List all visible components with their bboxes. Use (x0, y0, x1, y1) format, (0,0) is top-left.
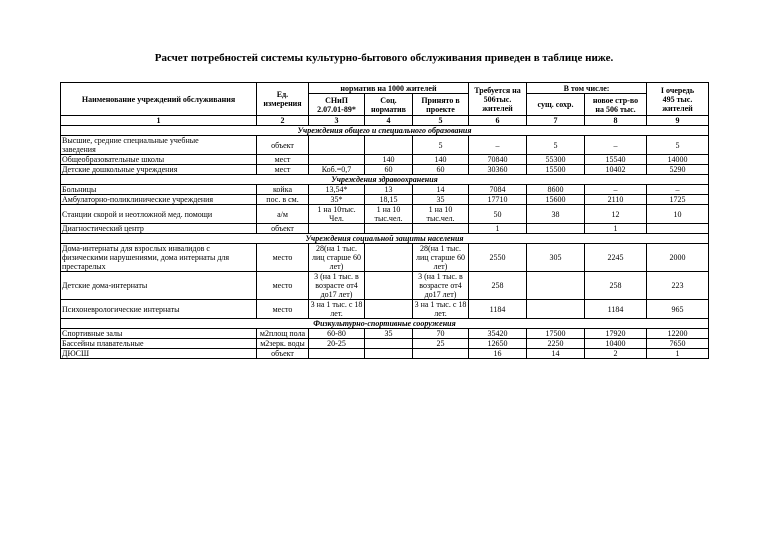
row-soc-norm (365, 224, 413, 234)
row-name: Психоневрологические интернаты (61, 300, 257, 319)
row-required: 2550 (469, 244, 527, 272)
header-including: В том числе: (527, 83, 647, 94)
row-soc-norm (365, 136, 413, 155)
row-first-stage: 5290 (647, 165, 709, 175)
section-title: Учреждения здравоохранения (61, 175, 709, 185)
row-existing: 8600 (527, 185, 585, 195)
row-accepted: 35 (413, 195, 469, 205)
row-first-stage: 1725 (647, 195, 709, 205)
section-row (61, 175, 709, 185)
row-existing: 2250 (527, 339, 585, 349)
column-number: 3 (309, 116, 365, 126)
row-required: 35420 (469, 329, 527, 339)
header-unit: Ед. измерения (257, 83, 309, 116)
row-new: 2245 (585, 244, 647, 272)
row-name: ДЮСШ (61, 349, 257, 359)
row-unit: объект (257, 136, 309, 155)
row-name: Больницы (61, 185, 257, 195)
row-existing: 14 (527, 349, 585, 359)
row-name: Диагностический центр (61, 224, 257, 234)
table-row (61, 300, 709, 319)
table-row (61, 195, 709, 205)
row-soc-norm (365, 272, 413, 300)
row-accepted (413, 224, 469, 234)
row-snip (309, 224, 365, 234)
row-new: 2110 (585, 195, 647, 205)
row-name: Высшие, средние специальные учебные заведения (61, 136, 257, 155)
table-row (61, 136, 709, 155)
table-row (61, 155, 709, 165)
row-soc-norm: 140 (365, 155, 413, 165)
row-unit: объект (257, 224, 309, 234)
table-row (61, 224, 709, 234)
column-number: 4 (365, 116, 413, 126)
row-accepted: 140 (413, 155, 469, 165)
table-row (61, 272, 709, 300)
row-new: – (585, 185, 647, 195)
row-snip (309, 155, 365, 165)
row-existing: 305 (527, 244, 585, 272)
row-accepted: 14 (413, 185, 469, 195)
column-number: 5 (413, 116, 469, 126)
row-snip: 28(на 1 тыс. лиц старше 60 лет) (309, 244, 365, 272)
row-name: Общеобразовательные школы (61, 155, 257, 165)
row-snip: 1 на 10тыс. Чел. (309, 205, 365, 224)
table-row (61, 205, 709, 224)
row-soc-norm: 35 (365, 329, 413, 339)
row-unit: мест (257, 165, 309, 175)
row-unit: место (257, 244, 309, 272)
table-row (61, 165, 709, 175)
row-required: 258 (469, 272, 527, 300)
row-soc-norm: 13 (365, 185, 413, 195)
row-unit: мест (257, 155, 309, 165)
row-new: 1 (585, 224, 647, 234)
row-new: 17920 (585, 329, 647, 339)
header-norm-group: норматив на 1000 жителей (309, 83, 469, 94)
row-accepted: 70 (413, 329, 469, 339)
row-accepted: 60 (413, 165, 469, 175)
row-soc-norm (365, 244, 413, 272)
row-unit: объект (257, 349, 309, 359)
row-accepted: 25 (413, 339, 469, 349)
row-unit: койка (257, 185, 309, 195)
row-required: 17710 (469, 195, 527, 205)
row-first-stage: 10 (647, 205, 709, 224)
table-row (61, 339, 709, 349)
row-soc-norm (365, 300, 413, 319)
row-unit: место (257, 272, 309, 300)
header-name: Наименование учреждений обслуживания (61, 83, 257, 116)
row-unit: место (257, 300, 309, 319)
row-new: 15540 (585, 155, 647, 165)
row-existing: 55300 (527, 155, 585, 165)
row-required: 1 (469, 224, 527, 234)
row-existing (527, 224, 585, 234)
row-first-stage: 14000 (647, 155, 709, 165)
row-first-stage: 965 (647, 300, 709, 319)
row-snip: Коб.=0,7 (309, 165, 365, 175)
row-first-stage: 1 (647, 349, 709, 359)
row-name: Спортивные залы (61, 329, 257, 339)
row-snip (309, 349, 365, 359)
section-title: Физкультурно-спортивные сооружения (61, 319, 709, 329)
header-new: новое стр-во на 506 тыс. (585, 94, 647, 116)
row-unit: м2зерк. воды (257, 339, 309, 349)
table-row (61, 185, 709, 195)
row-existing: 5 (527, 136, 585, 155)
row-accepted: 1 на 10 тыс.чел. (413, 205, 469, 224)
row-unit: м2площ пола (257, 329, 309, 339)
section-title: Учреждения общего и специального образования (61, 126, 709, 136)
row-first-stage (647, 224, 709, 234)
table-row (61, 329, 709, 339)
table-row (61, 349, 709, 359)
header-required: Требуется на 506тыс. жителей (469, 83, 527, 116)
header-first-stage: I очередь 495 тыс. жителей (647, 83, 709, 116)
row-name: Дома-интернаты для взрослых инвалидов с физическими нарушениями, дома интернаты для престарелых (61, 244, 257, 272)
row-soc-norm (365, 339, 413, 349)
row-new: – (585, 136, 647, 155)
row-new: 1184 (585, 300, 647, 319)
header-accepted: Принято в проекте (413, 94, 469, 116)
row-accepted: 28(на 1 тыс. лиц старше 60 лет) (413, 244, 469, 272)
row-required: 70840 (469, 155, 527, 165)
table-row (61, 244, 709, 272)
row-new: 12 (585, 205, 647, 224)
page-title: Расчет потребностей системы культурно-бытового обслуживания приведен в таблице ниже. (154, 52, 614, 64)
column-number: 9 (647, 116, 709, 126)
row-name: Детские дома-интернаты (61, 272, 257, 300)
row-unit: пос. в см. (257, 195, 309, 205)
row-existing: 15500 (527, 165, 585, 175)
row-snip: 3 на 1 тыс. с 18 лет. (309, 300, 365, 319)
row-name: Детские дошкольные учреждения (61, 165, 257, 175)
section-row (61, 126, 709, 136)
row-snip: 35* (309, 195, 365, 205)
row-first-stage: 12200 (647, 329, 709, 339)
column-number: 6 (469, 116, 527, 126)
row-required: 50 (469, 205, 527, 224)
row-first-stage: 7650 (647, 339, 709, 349)
row-required: 12650 (469, 339, 527, 349)
row-soc-norm: 18,15 (365, 195, 413, 205)
row-first-stage: 5 (647, 136, 709, 155)
column-number: 8 (585, 116, 647, 126)
row-snip (309, 136, 365, 155)
row-soc-norm: 60 (365, 165, 413, 175)
column-number: 7 (527, 116, 585, 126)
row-name: Амбулаторно-поликлинические учреждения (61, 195, 257, 205)
row-first-stage: 223 (647, 272, 709, 300)
row-snip: 13,54* (309, 185, 365, 195)
row-existing: 15600 (527, 195, 585, 205)
row-soc-norm: 1 на 10 тыс.чел. (365, 205, 413, 224)
row-required: – (469, 136, 527, 155)
header-existing: сущ. сохр. (527, 94, 585, 116)
row-new: 2 (585, 349, 647, 359)
row-accepted: 5 (413, 136, 469, 155)
section-row (61, 234, 709, 244)
row-existing: 17500 (527, 329, 585, 339)
row-accepted: 3 (на 1 тыс. в возрасте от4 до17 лет) (413, 272, 469, 300)
row-new: 10402 (585, 165, 647, 175)
row-required: 16 (469, 349, 527, 359)
row-soc-norm (365, 349, 413, 359)
row-accepted: 3 на 1 тыс. с 18 лет. (413, 300, 469, 319)
row-existing (527, 272, 585, 300)
section-row (61, 319, 709, 329)
row-snip: 3 (на 1 тыс. в возрасте от4 до17 лет) (309, 272, 365, 300)
row-new: 10400 (585, 339, 647, 349)
row-new: 258 (585, 272, 647, 300)
section-title: Учреждения социальной защиты населения (61, 234, 709, 244)
row-first-stage: 2000 (647, 244, 709, 272)
row-name: Бассейны плавательные (61, 339, 257, 349)
services-table (60, 82, 709, 359)
header-soc: Соц. норматив (365, 94, 413, 116)
row-first-stage: – (647, 185, 709, 195)
column-number: 2 (257, 116, 309, 126)
column-number: 1 (61, 116, 257, 126)
row-required: 7084 (469, 185, 527, 195)
row-existing (527, 300, 585, 319)
row-name: Станции скорой и неотложной мед. помощи (61, 205, 257, 224)
row-required: 1184 (469, 300, 527, 319)
row-snip: 60-80 (309, 329, 365, 339)
row-snip: 20-25 (309, 339, 365, 349)
row-unit: а/м (257, 205, 309, 224)
row-accepted (413, 349, 469, 359)
row-existing: 38 (527, 205, 585, 224)
header-snip: СНиП 2.07.01-89* (309, 94, 365, 116)
row-required: 30360 (469, 165, 527, 175)
